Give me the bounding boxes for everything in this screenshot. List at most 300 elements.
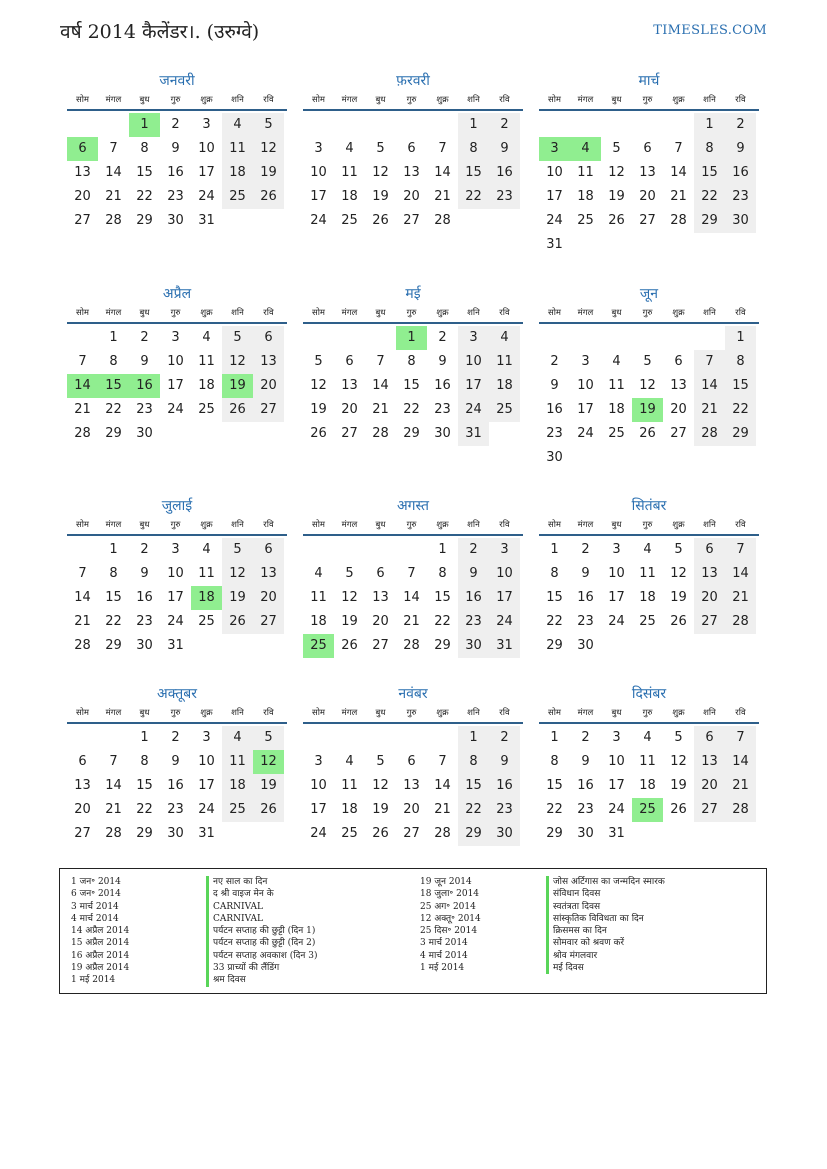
day-cell: 7 [78, 566, 87, 581]
empty-cell [334, 726, 365, 750]
weekday-label: शुक्र [200, 95, 213, 105]
legend-date: 14 अप्रैल 2014 [71, 926, 130, 937]
header-rule [539, 322, 759, 324]
header-rule [303, 109, 523, 111]
legend-holiday-name: श्रोव मंगलवार [546, 950, 665, 962]
day-cell: 5 [222, 326, 253, 350]
day-cell: 16 [167, 165, 184, 180]
day-cell: 15 [434, 590, 451, 605]
day-cell: 9 [458, 562, 489, 586]
day-cell: 2 [171, 117, 180, 132]
legend-holiday-name: क्रिसमस का दिन [546, 925, 665, 937]
day-cell: 27 [694, 610, 725, 634]
weekday-label: शनि [231, 308, 244, 318]
holiday-legend [59, 868, 767, 994]
day-cell: 9 [550, 378, 559, 393]
weekday-header [303, 306, 523, 322]
legend-dates-right [420, 876, 481, 974]
day-cell: 20 [74, 189, 91, 204]
day-cell: 5 [376, 141, 385, 156]
holiday-day-cell: 14 [67, 374, 98, 398]
day-cell: 20 [372, 614, 389, 629]
day-cell: 31 [608, 826, 625, 841]
day-cell: 7 [674, 141, 683, 156]
empty-cell [67, 113, 98, 137]
day-cell: 3 [202, 730, 211, 745]
day-grid [303, 113, 523, 233]
month-block [303, 284, 523, 446]
holiday-day-cell: 19 [632, 398, 663, 422]
legend-date: 15 अप्रैल 2014 [71, 938, 130, 949]
month-block [539, 496, 759, 658]
day-cell: 6 [694, 726, 725, 750]
day-cell: 25 [608, 426, 625, 441]
weekday-label: मंगल [105, 520, 122, 530]
day-cell: 7 [376, 354, 385, 369]
legend-holiday-name: CARNIVAL [206, 913, 318, 925]
day-grid [67, 113, 287, 233]
day-grid [67, 726, 287, 846]
empty-cell [632, 326, 663, 350]
weekday-label: रवि [499, 95, 510, 105]
day-cell: 16 [136, 590, 153, 605]
weekday-label: गुरु [642, 95, 653, 105]
day-cell: 28 [694, 422, 725, 446]
weekday-label: मंगल [577, 95, 594, 105]
day-cell: 2 [171, 730, 180, 745]
month-block [67, 496, 287, 658]
weekday-label: शनि [231, 708, 244, 718]
legend-holiday-name: पर्यटन सप्ताह अवकाश (दिन 3) [206, 950, 318, 962]
day-cell: 19 [372, 802, 389, 817]
day-cell: 17 [546, 189, 563, 204]
day-cell: 24 [546, 213, 563, 228]
day-cell: 12 [341, 590, 358, 605]
weekday-label: शनि [703, 520, 716, 530]
weekday-label: बुध [139, 708, 150, 718]
empty-cell [98, 726, 129, 750]
day-cell: 18 [577, 189, 594, 204]
day-cell: 1 [109, 330, 118, 345]
weekday-label: शुक्र [672, 708, 685, 718]
day-cell: 29 [136, 213, 153, 228]
month-name: फ़रवरी [396, 73, 430, 89]
day-cell: 13 [639, 165, 656, 180]
weekday-label: बुध [375, 308, 386, 318]
weekday-label: बुध [139, 520, 150, 530]
day-cell: 28 [434, 213, 451, 228]
day-cell: 13 [253, 562, 284, 586]
day-cell: 24 [167, 402, 184, 417]
weekday-label: गुरु [642, 708, 653, 718]
day-grid [67, 326, 287, 446]
day-cell: 16 [489, 161, 520, 185]
weekday-header [303, 706, 523, 722]
legend-date: 3 मार्च 2014 [420, 938, 468, 949]
day-cell: 23 [489, 798, 520, 822]
day-cell: 15 [725, 374, 756, 398]
day-cell: 8 [550, 754, 559, 769]
legend-holiday-name: जोस अर्टिगास का जन्मदिन स्मारक [546, 876, 665, 888]
header-rule [67, 109, 287, 111]
legend-date: 6 जन॰ 2014 [71, 889, 121, 900]
day-cell: 1 [438, 542, 447, 557]
day-cell: 20 [341, 402, 358, 417]
site-link[interactable]: TIMESLES.COM [653, 23, 767, 38]
day-cell: 5 [612, 141, 621, 156]
day-cell: 12 [310, 378, 327, 393]
weekday-label: रवि [499, 708, 510, 718]
weekday-label: बुध [375, 520, 386, 530]
empty-cell [334, 538, 365, 562]
day-cell: 30 [577, 638, 594, 653]
day-cell: 6 [643, 141, 652, 156]
day-cell: 17 [198, 165, 215, 180]
day-cell: 22 [105, 402, 122, 417]
empty-cell [67, 726, 98, 750]
weekday-label: मंगल [105, 708, 122, 718]
day-cell: 24 [608, 614, 625, 629]
day-cell: 27 [670, 426, 687, 441]
day-cell: 11 [608, 378, 625, 393]
day-cell: 10 [198, 754, 215, 769]
empty-cell [539, 113, 570, 137]
legend-date: 3 मार्च 2014 [71, 901, 119, 912]
day-cell: 8 [550, 566, 559, 581]
day-cell: 23 [458, 610, 489, 634]
day-cell: 22 [725, 398, 756, 422]
day-cell: 21 [105, 189, 122, 204]
weekday-label: मंगल [105, 308, 122, 318]
day-cell: 9 [140, 354, 149, 369]
day-cell: 13 [403, 778, 420, 793]
weekday-label: शनि [703, 708, 716, 718]
month-name: मई [405, 286, 421, 302]
month-name: अगस्त [396, 498, 429, 514]
day-cell: 17 [310, 189, 327, 204]
weekday-label: सोम [311, 708, 326, 718]
empty-cell [67, 326, 98, 350]
day-cell: 9 [725, 137, 756, 161]
day-cell: 19 [670, 590, 687, 605]
weekday-label: बुध [139, 95, 150, 105]
empty-cell [365, 113, 396, 137]
empty-cell [539, 326, 570, 350]
day-cell: 14 [434, 165, 451, 180]
day-cell: 30 [458, 634, 489, 658]
weekday-label: रवि [735, 520, 746, 530]
weekday-label: मंगल [341, 708, 358, 718]
month-block [303, 71, 523, 233]
weekday-header [303, 93, 523, 109]
day-cell: 13 [74, 778, 91, 793]
day-cell: 21 [725, 774, 756, 798]
day-cell: 13 [74, 165, 91, 180]
day-cell: 5 [674, 542, 683, 557]
day-cell: 2 [458, 538, 489, 562]
month-name: अक्तूबर [157, 686, 197, 702]
day-cell: 24 [167, 614, 184, 629]
day-cell: 22 [458, 185, 489, 209]
legend-date: 25 अग॰ 2014 [420, 901, 476, 912]
day-cell: 31 [489, 634, 520, 658]
day-cell: 24 [577, 426, 594, 441]
day-cell: 15 [694, 161, 725, 185]
day-grid [539, 538, 759, 658]
day-cell: 7 [438, 141, 447, 156]
day-cell: 28 [670, 213, 687, 228]
day-cell: 7 [109, 754, 118, 769]
day-cell: 25 [198, 402, 215, 417]
day-cell: 22 [546, 614, 563, 629]
empty-cell [663, 326, 694, 350]
empty-cell [334, 326, 365, 350]
legend-date: 16 अप्रैल 2014 [71, 950, 130, 961]
day-cell: 7 [725, 538, 756, 562]
day-cell: 11 [489, 350, 520, 374]
day-cell: 10 [167, 354, 184, 369]
day-cell: 30 [489, 822, 520, 846]
day-cell: 24 [198, 802, 215, 817]
month-block [539, 71, 759, 257]
day-cell: 3 [314, 754, 323, 769]
empty-cell [601, 326, 632, 350]
day-cell: 18 [198, 378, 215, 393]
day-cell: 29 [136, 826, 153, 841]
day-cell: 29 [694, 209, 725, 233]
day-cell: 27 [403, 213, 420, 228]
day-cell: 24 [608, 802, 625, 817]
day-cell: 8 [438, 566, 447, 581]
weekday-label: गुरु [406, 308, 417, 318]
weekday-label: सोम [311, 95, 326, 105]
header-rule [539, 722, 759, 724]
weekday-label: बुध [611, 95, 622, 105]
legend-date: 19 जून 2014 [420, 877, 472, 887]
weekday-header [303, 518, 523, 534]
day-cell: 10 [546, 165, 563, 180]
day-cell: 2 [550, 354, 559, 369]
weekday-label: मंगल [577, 520, 594, 530]
holiday-day-cell: 19 [222, 374, 253, 398]
day-cell: 4 [345, 141, 354, 156]
legend-holiday-name: श्रम दिवस [206, 974, 318, 986]
day-cell: 10 [310, 165, 327, 180]
day-cell: 6 [407, 141, 416, 156]
day-cell: 26 [341, 638, 358, 653]
day-cell: 11 [341, 165, 358, 180]
day-cell: 6 [674, 354, 683, 369]
day-cell: 21 [74, 402, 91, 417]
day-cell: 25 [341, 213, 358, 228]
day-cell: 27 [74, 213, 91, 228]
day-cell: 8 [140, 754, 149, 769]
day-cell: 3 [612, 730, 621, 745]
day-cell: 23 [167, 802, 184, 817]
weekday-label: शुक्र [436, 95, 449, 105]
day-cell: 14 [434, 778, 451, 793]
legend-date: 1 जन॰ 2014 [71, 877, 121, 887]
day-cell: 8 [109, 354, 118, 369]
day-cell: 28 [403, 638, 420, 653]
day-cell: 4 [489, 326, 520, 350]
month-block [67, 71, 287, 233]
day-cell: 9 [581, 566, 590, 581]
day-cell: 13 [694, 562, 725, 586]
day-cell: 2 [581, 542, 590, 557]
day-cell: 24 [198, 189, 215, 204]
day-cell: 27 [74, 826, 91, 841]
day-cell: 20 [403, 802, 420, 817]
day-cell: 22 [694, 185, 725, 209]
day-cell: 8 [458, 137, 489, 161]
weekday-label: बुध [375, 708, 386, 718]
day-cell: 3 [314, 141, 323, 156]
weekday-label: शनि [467, 520, 480, 530]
day-cell: 21 [434, 189, 451, 204]
day-cell: 27 [694, 798, 725, 822]
holiday-day-cell: 18 [191, 586, 222, 610]
legend-date: 25 दिस॰ 2014 [420, 926, 478, 937]
weekday-label: शनि [703, 308, 716, 318]
day-cell: 26 [253, 185, 284, 209]
day-cell: 8 [458, 750, 489, 774]
empty-cell [303, 326, 334, 350]
legend-holiday-name: मई दिवस [546, 962, 665, 974]
day-cell: 14 [694, 374, 725, 398]
header-rule [303, 322, 523, 324]
day-cell: 9 [489, 137, 520, 161]
day-cell: 17 [458, 374, 489, 398]
day-cell: 1 [458, 113, 489, 137]
weekday-label: रवि [735, 708, 746, 718]
day-grid [303, 538, 523, 658]
weekday-label: गुरु [406, 520, 417, 530]
day-cell: 28 [725, 798, 756, 822]
weekday-label: गुरु [406, 95, 417, 105]
weekday-label: बुध [375, 95, 386, 105]
day-cell: 11 [198, 566, 215, 581]
legend-holiday-name: सोमवार को श्रवण करें [546, 937, 665, 949]
day-cell: 23 [725, 185, 756, 209]
day-cell: 6 [376, 566, 385, 581]
day-cell: 2 [489, 113, 520, 137]
day-cell: 4 [314, 566, 323, 581]
day-cell: 18 [222, 161, 253, 185]
day-cell: 30 [577, 826, 594, 841]
day-cell: 16 [577, 778, 594, 793]
weekday-header [539, 93, 759, 109]
day-cell: 20 [670, 402, 687, 417]
day-cell: 18 [639, 590, 656, 605]
day-cell: 19 [670, 778, 687, 793]
day-cell: 21 [694, 398, 725, 422]
month-name: जून [639, 286, 659, 302]
day-cell: 2 [438, 330, 447, 345]
holiday-day-cell: 6 [67, 137, 98, 161]
day-cell: 7 [407, 566, 416, 581]
day-cell: 28 [105, 826, 122, 841]
day-cell: 31 [198, 826, 215, 841]
weekday-label: गुरु [406, 708, 417, 718]
weekday-header [539, 518, 759, 534]
day-cell: 11 [198, 354, 215, 369]
day-cell: 19 [372, 189, 389, 204]
day-cell: 3 [171, 330, 180, 345]
weekday-label: बुध [611, 708, 622, 718]
day-cell: 13 [670, 378, 687, 393]
day-cell: 26 [310, 426, 327, 441]
day-cell: 10 [198, 141, 215, 156]
header-rule [539, 109, 759, 111]
day-cell: 13 [372, 590, 389, 605]
day-cell: 22 [136, 189, 153, 204]
empty-cell [98, 113, 129, 137]
month-block [67, 684, 287, 846]
day-cell: 27 [372, 638, 389, 653]
day-cell: 12 [222, 350, 253, 374]
day-cell: 19 [608, 189, 625, 204]
day-cell: 6 [78, 754, 87, 769]
day-cell: 27 [639, 213, 656, 228]
month-name: जनवरी [159, 73, 195, 89]
day-cell: 22 [458, 798, 489, 822]
day-cell: 15 [403, 378, 420, 393]
day-cell: 30 [434, 426, 451, 441]
weekday-label: गुरु [170, 520, 181, 530]
holiday-day-cell: 25 [632, 798, 663, 822]
day-cell: 8 [694, 137, 725, 161]
day-cell: 12 [639, 378, 656, 393]
day-cell: 17 [608, 590, 625, 605]
weekday-label: मंगल [577, 308, 594, 318]
month-block [539, 684, 759, 846]
weekday-label: रवि [263, 708, 274, 718]
day-cell: 31 [198, 213, 215, 228]
weekday-header [539, 306, 759, 322]
day-cell: 17 [198, 778, 215, 793]
day-cell: 4 [643, 542, 652, 557]
day-cell: 17 [167, 590, 184, 605]
day-cell: 23 [546, 426, 563, 441]
day-cell: 11 [222, 750, 253, 774]
header-rule [67, 722, 287, 724]
day-cell: 31 [546, 237, 563, 252]
day-cell: 19 [253, 774, 284, 798]
weekday-label: शुक्र [200, 520, 213, 530]
legend-dates-left [71, 876, 129, 987]
day-cell: 20 [74, 802, 91, 817]
empty-cell [67, 538, 98, 562]
day-cell: 29 [105, 638, 122, 653]
day-cell: 26 [670, 802, 687, 817]
day-cell: 23 [167, 189, 184, 204]
day-cell: 29 [105, 426, 122, 441]
day-cell: 28 [74, 638, 91, 653]
day-cell: 15 [458, 161, 489, 185]
day-cell: 9 [171, 141, 180, 156]
day-cell: 3 [202, 117, 211, 132]
weekday-label: सोम [75, 708, 90, 718]
empty-cell [570, 326, 601, 350]
day-cell: 16 [167, 778, 184, 793]
weekday-label: मंगल [105, 95, 122, 105]
day-cell: 5 [345, 566, 354, 581]
day-cell: 10 [577, 378, 594, 393]
day-cell: 29 [458, 822, 489, 846]
day-cell: 1 [550, 730, 559, 745]
weekday-label: गुरु [642, 520, 653, 530]
